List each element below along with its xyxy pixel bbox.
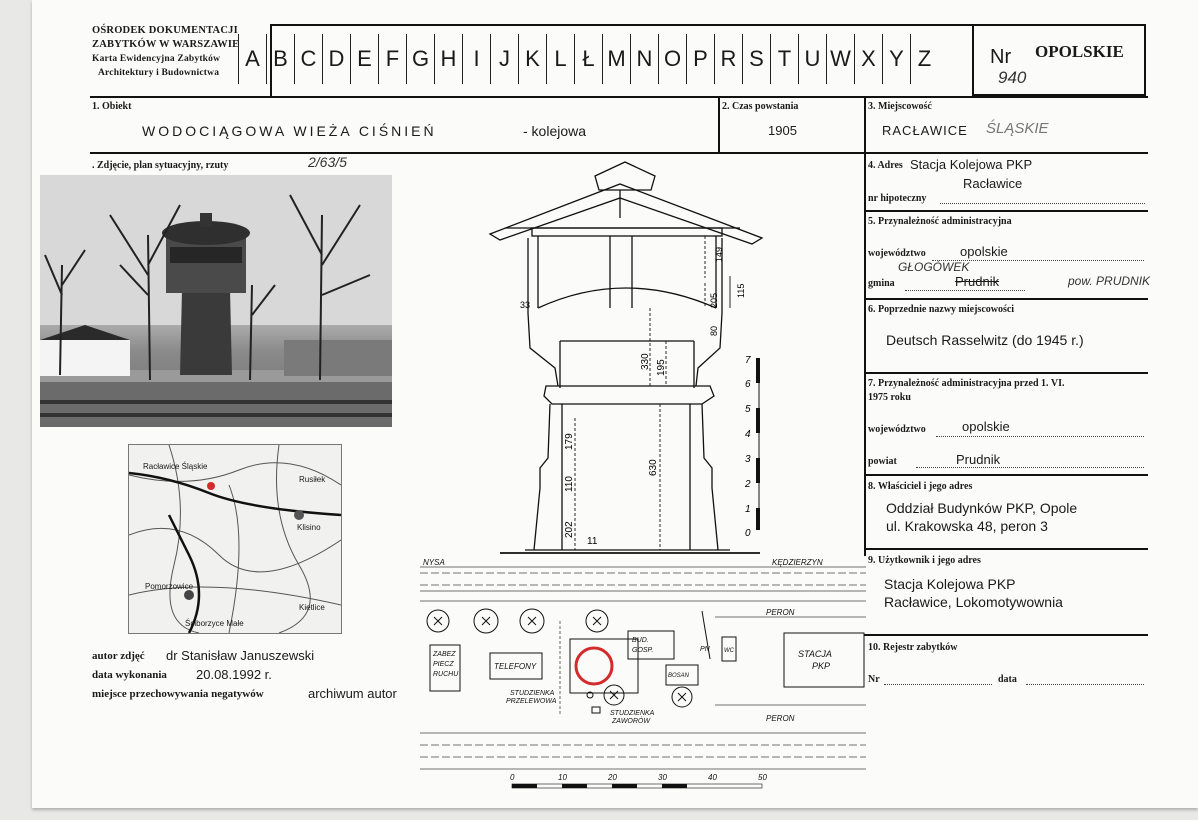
plan-label-stacja1: STACJA xyxy=(798,649,832,659)
institution-line3: Karta Ewidencyjna Zabytków xyxy=(92,54,221,64)
plan-scale-10: 10 xyxy=(558,773,567,782)
rejestr-nr-label: Nr xyxy=(868,674,880,685)
letter-x: X xyxy=(854,34,882,84)
card-number: 940 xyxy=(998,68,1027,87)
letter-p: P xyxy=(686,34,714,84)
czas-label: 2. Czas powstania xyxy=(722,101,799,112)
gmina-handwritten: GŁOGÓWEK xyxy=(898,260,970,274)
plan-label-zabez2: PIECZ xyxy=(433,661,454,668)
site-plan xyxy=(420,555,866,800)
alphabet-index xyxy=(238,34,938,84)
dim-149: 149 xyxy=(714,246,724,262)
scale-tick-6: 6 xyxy=(745,379,751,390)
dim-80: 80 xyxy=(709,325,719,336)
map-place-sciborzyce: Ściborzyce Małe xyxy=(185,619,244,628)
tower-location-marker xyxy=(576,648,612,684)
letter-h: H xyxy=(434,34,462,84)
uzytk-line1: Stacja Kolejowa PKP xyxy=(884,576,1016,592)
letter-f: F xyxy=(378,34,406,84)
plan-scale-40: 40 xyxy=(708,773,717,782)
plan-label-wc: WC xyxy=(724,648,734,654)
scale-tick-4: 4 xyxy=(745,429,751,440)
map-place-kietlice: Kietlice xyxy=(299,603,325,612)
plan-label-studz2a: STUDZIENKA xyxy=(610,710,655,717)
author-label: autor zdjęć xyxy=(92,650,145,662)
miejsc-label: 3. Miejscowość xyxy=(868,101,932,112)
letter-k: K xyxy=(518,34,546,84)
dim-195: 195 xyxy=(656,359,667,376)
wlasc-line1: Oddział Budynków PKP, Opole xyxy=(886,500,1078,516)
uzytk-line2: Racławice, Lokomotywownia xyxy=(884,594,1063,610)
negatives-value: archiwum autor xyxy=(308,686,397,701)
letter-c: C xyxy=(294,34,322,84)
scale-tick-3: 3 xyxy=(745,454,751,465)
gmina-label: gmina xyxy=(868,278,895,289)
letter-e: E xyxy=(350,34,378,84)
plan-label-bosan: BOSAN xyxy=(668,673,690,679)
province-label: OPOLSKIE xyxy=(1035,42,1124,61)
miejsc-value: RACŁAWICE xyxy=(882,123,968,138)
negatives-label: miejsce przechowywania negatywów xyxy=(92,688,264,700)
dim-179: 179 xyxy=(564,433,575,450)
letter-i: I xyxy=(462,34,490,84)
letter-n: N xyxy=(630,34,658,84)
powiat-value: Prudnik xyxy=(956,452,1001,467)
letter-u: U xyxy=(798,34,826,84)
woj2-label: województwo xyxy=(868,424,926,435)
dim-202: 202 xyxy=(564,521,575,538)
letter-m: M xyxy=(602,34,630,84)
letter-ł: Ł xyxy=(574,34,602,84)
number-label: Nr xyxy=(990,46,1012,68)
woj2-value: opolskie xyxy=(962,419,1010,434)
tower-photo xyxy=(40,175,392,427)
letter-l: L xyxy=(546,34,574,84)
letter-g: G xyxy=(406,34,434,84)
scale-tick-5: 5 xyxy=(745,404,751,415)
map-place-klisino: Klisino xyxy=(297,523,321,532)
plan-label-telefony: TELEFONY xyxy=(494,662,537,671)
woj-label: województwo xyxy=(868,248,926,259)
plan-label-zabez3: RUCHU xyxy=(433,671,459,678)
plan-label-bud2: GOSP. xyxy=(632,647,654,654)
przynal-label: 5. Przynależność administracyjna xyxy=(868,216,1012,227)
scale-tick-2: 2 xyxy=(745,479,751,490)
obiekt-label: 1. Obiekt xyxy=(92,101,132,112)
letter-s: S xyxy=(742,34,770,84)
plan-label-bud1: BUD. xyxy=(632,637,649,644)
dim-11: 11 xyxy=(587,536,598,547)
date-label: data wykonania xyxy=(92,669,167,681)
plan-label-studz2b: ZAWORÓW xyxy=(612,718,650,725)
date-value: 20.08.1992 r. xyxy=(196,667,272,682)
plan-label-studz1a: STUDZIENKA xyxy=(510,690,555,697)
woj-value: opolskie xyxy=(960,244,1008,259)
letter-j: J xyxy=(490,34,518,84)
map-place-rusilek: Rusiłek xyxy=(299,475,326,484)
czas-value: 1905 xyxy=(768,123,797,138)
gmina-value: Prudnik xyxy=(955,274,1000,289)
letter-d: D xyxy=(322,34,350,84)
pow-handwritten: pow. PRUDNIK xyxy=(1068,274,1151,288)
przed-label-line2: 1975 roku xyxy=(868,392,911,403)
institution-line2: ZABYTKÓW W WARSZAWIE xyxy=(92,39,240,50)
adres-line2: Racławice xyxy=(963,176,1023,191)
hipoteczny-label: nr hipoteczny xyxy=(868,193,927,204)
dim-330: 330 xyxy=(640,353,651,370)
dim-115: 115 xyxy=(736,283,746,298)
adres-line1: Stacja Kolejowa PKP xyxy=(910,157,1033,172)
miejsc-handwritten: ŚLĄSKIE xyxy=(986,120,1049,137)
dim-33: 33 xyxy=(520,300,531,310)
obiekt-suffix: - kolejowa xyxy=(523,123,587,139)
location-map xyxy=(128,444,342,634)
letter-b: B xyxy=(266,34,294,84)
rejestr-label: 10. Rejestr zabytków xyxy=(868,642,958,653)
author-value: dr Stanisław Januszewski xyxy=(166,648,315,663)
powiat-label: powiat xyxy=(868,456,897,467)
institution-line1: OŚRODEK DOKUMENTACJI xyxy=(92,25,238,36)
institution-line4: Architektury i Budownictwa xyxy=(98,68,220,78)
institution-block xyxy=(92,24,239,80)
letter-z: Z xyxy=(910,34,938,84)
letter-a: A xyxy=(238,34,266,84)
map-place-pomorzowice: Pomorzowice xyxy=(145,582,194,591)
obiekt-value: WODOCIĄGOWA WIEŻA CIŚNIEŃ xyxy=(142,123,437,139)
scale-tick-1: 1 xyxy=(745,504,751,515)
plan-label-pn: PN xyxy=(700,646,710,653)
wlasc-line2: ul. Krakowska 48, peron 3 xyxy=(886,518,1048,534)
poprz-label: 6. Poprzednie nazwy miejscowości xyxy=(868,304,1015,315)
letter-w: W xyxy=(826,34,854,84)
wlasc-label: 8. Właściciel i jego adres xyxy=(868,481,973,492)
plan-label-nysa: NYSA xyxy=(423,558,445,567)
dim-630: 630 xyxy=(648,459,659,476)
dim-110: 110 xyxy=(564,476,575,492)
zdjecie-label: . Zdjęcie, plan sytuacyjny, rzuty xyxy=(92,160,229,171)
letter-y: Y xyxy=(882,34,910,84)
tower-section-drawing xyxy=(470,158,770,560)
scale-tick-0: 0 xyxy=(745,528,751,539)
plan-label-peron2: PERON xyxy=(766,714,795,723)
poprz-value: Deutsch Rasselwitz (do 1945 r.) xyxy=(886,332,1084,348)
rejestr-data-label: data xyxy=(998,674,1017,685)
adres-label: 4. Adres xyxy=(868,160,903,171)
plan-label-stacja2: PKP xyxy=(812,661,831,671)
plan-scale-0: 0 xyxy=(510,773,515,782)
map-place-raclawice: Racławice Śląskie xyxy=(143,462,208,471)
letter-o: O xyxy=(658,34,686,84)
plan-label-studz1b: PRZELEWOWA xyxy=(506,698,557,705)
dim-205: 205 xyxy=(709,292,719,308)
plan-scale-50: 50 xyxy=(758,773,767,782)
uzytk-label: 9. Użytkownik i jego adres xyxy=(868,555,981,566)
letter-r: R xyxy=(714,34,742,84)
plan-scale-30: 30 xyxy=(658,773,667,782)
scale-tick-7: 7 xyxy=(745,355,751,366)
plan-label-zabez1: ZABEZ xyxy=(433,651,456,658)
plan-label-kedzierzyn: KĘDZIERZYN xyxy=(772,558,823,567)
przed-label-line1: 7. Przynależność administracyjna przed 1. VI. xyxy=(868,378,1065,389)
letter-t: T xyxy=(770,34,798,84)
plan-scale-20: 20 xyxy=(608,773,617,782)
photo-number-handwritten: 2/63/5 xyxy=(308,154,347,170)
plan-label-peron1: PERON xyxy=(766,608,795,617)
